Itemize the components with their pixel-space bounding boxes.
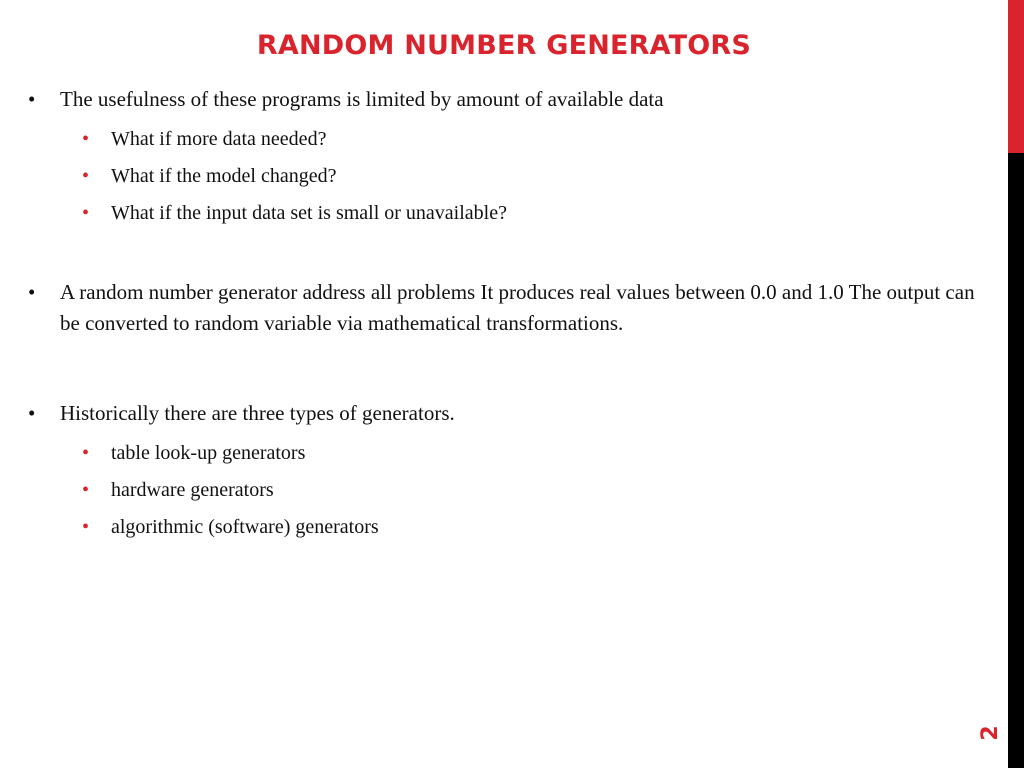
bullet-text: A random number generator address all problems It produces real values between 0.0 and 1.0 The output can be converted to random variable via mathematical transformations. [60, 280, 975, 335]
sub-bullet-text: What if the input data set is small or unavailable? [111, 202, 507, 224]
bullet-item [28, 84, 988, 115]
bullet-item [28, 398, 988, 429]
bullet-text: Historically there are three types of generators. [60, 401, 455, 425]
sub-bullet-marker: • [82, 128, 90, 150]
slide-title: RANDOM NUMBER GENERATORS [256, 30, 752, 61]
sub-bullet-item [28, 509, 988, 546]
sub-bullet-text: What if more data needed? [111, 128, 327, 150]
bullet-item [28, 277, 988, 339]
accent-sidebar-red [1008, 0, 1024, 153]
sub-bullet-item [28, 195, 988, 232]
bullet-marker: • [28, 401, 36, 425]
sub-bullet-item [28, 435, 988, 472]
sub-bullet-marker: • [82, 479, 90, 501]
sub-bullet-item [28, 472, 988, 509]
sub-bullet-marker: • [82, 442, 90, 464]
sub-bullet-text: hardware generators [111, 479, 274, 501]
slide-body [28, 84, 988, 546]
sub-bullet-text: What if the model changed? [111, 165, 337, 187]
page-number: 2 [978, 725, 1003, 741]
sub-bullet-item [28, 158, 988, 195]
accent-sidebar-black [1008, 153, 1024, 768]
bullet-marker: • [28, 280, 36, 304]
sub-bullet-marker: • [82, 516, 90, 538]
sub-bullet-text: table look-up generators [111, 442, 306, 464]
sub-bullet-marker: • [82, 202, 90, 224]
sub-bullet-text: algorithmic (software) generators [111, 516, 379, 538]
bullet-marker: • [28, 87, 36, 111]
sub-bullet-marker: • [82, 165, 90, 187]
sub-bullet-item [28, 121, 988, 158]
bullet-text: The usefulness of these programs is limited by amount of available data [60, 87, 664, 111]
